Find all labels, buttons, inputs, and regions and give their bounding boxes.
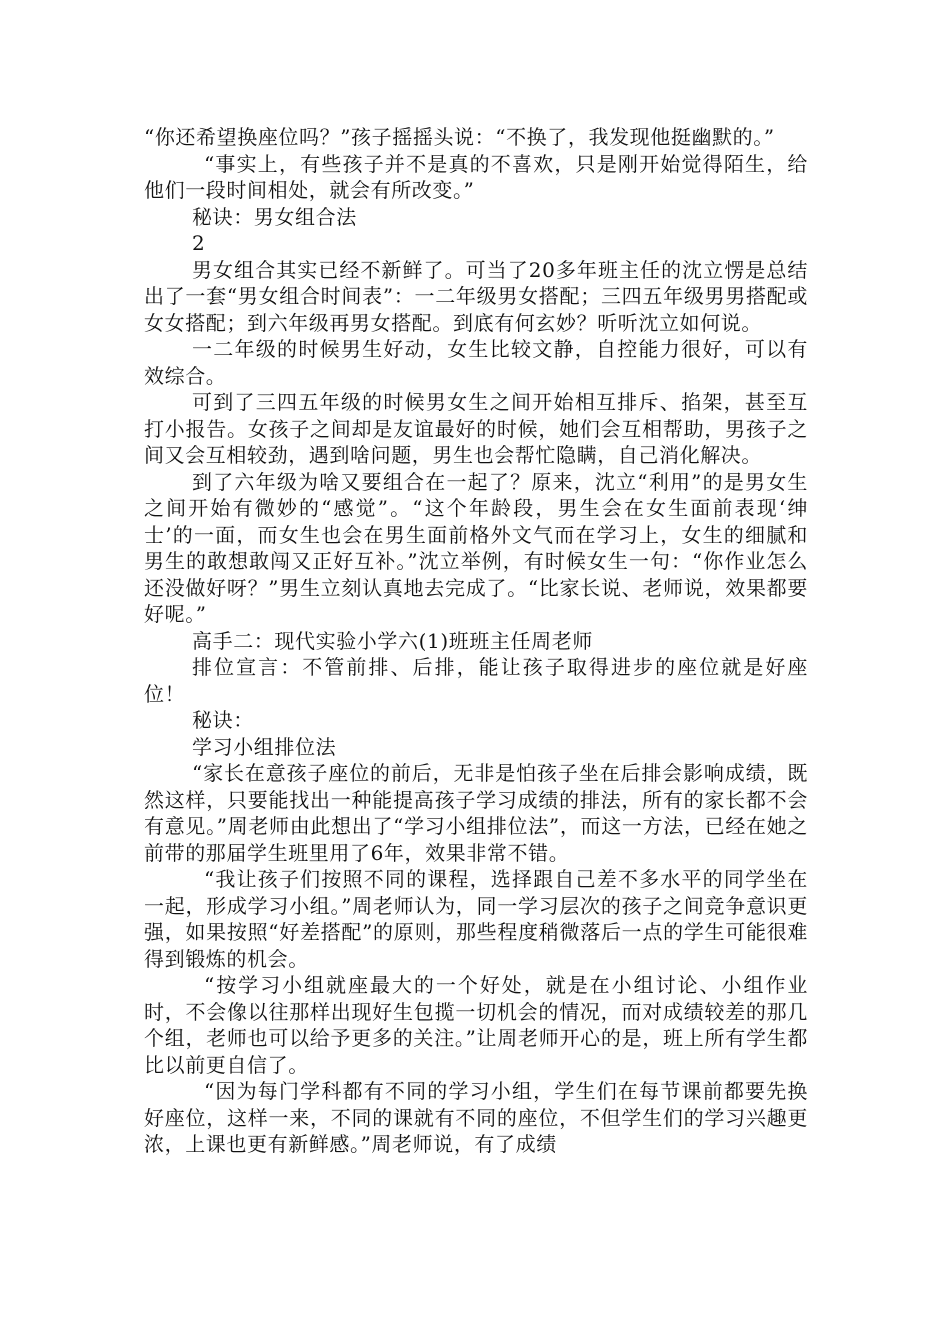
document-body: [144, 124, 808, 1158]
paragraph-7: “家长在意孩子座位的前后，无非是怕孩子坐在后排会影响成绩，既然这样，只要能找出一种能提高孩子学习成绩的排法，所有的家长都不会有意见。”周老师由此想出了“学习小组排位法”，而这一方法，已经在她之前带的那届学生班里用了6年，效果非常不错。: [144, 761, 808, 865]
page-marker: 2: [192, 231, 206, 255]
paragraph-1: “你还希望换座位吗？”孩子摇摇头说：“不换了，我发现他挺幽默的。”: [144, 125, 775, 149]
paragraph-seating-declaration: 排位宣言：不管前排、后排，能让孩子取得进步的座位就是好座位！: [144, 655, 808, 706]
section-heading-expert-two: 高手二：现代实验小学六(1)班班主任周老师: [192, 628, 593, 653]
paragraph-3: 男女组合其实已经不新鲜了。可当了20多年班主任的沈立愣是总结出了一套“男女组合时间表”：一二年级男女搭配；三四五年级男男搭配或女女搭配；到六年级再男女搭配。到底有何玄妙？听听沈立如何说。: [144, 257, 808, 335]
paragraph-8: “我让孩子们按照不同的课程，选择跟自己差不多水平的同学坐在一起，形成学习小组。”周老师认为，同一学习层次的孩子之间竞争意识更强，如果按照“好差搭配”的原则，那些程度稍微落后一点的学生可能很难得到锻炼的机会。: [144, 867, 808, 971]
paragraph-6: 到了六年级为啥又要组合在一起了？原来，沈立“利用”的是男女生之间开始有微妙的“感觉”。“这个年龄段，男生会在女生面前表现‘绅士’的一面，而女生也会在男生面前格外文气而在学习上，女生的细腻和男生的敢想敢闯又正好互补。”沈立举例，有时候女生一句：“你作业怎么还没做好呀？”男生立刻认真地去完成了。“比家长说、老师说，效果都要好呢。”: [144, 469, 808, 626]
paragraph-5: 可到了三四五年级的时候男女生之间开始相互排斥、掐架，甚至互打小报告。女孩子之间却是友谊最好的时候，她们会互相帮助，男孩子之间又会互相较劲，遇到啥问题，男生也会帮忙隐瞒，自己消化解决。: [144, 390, 808, 467]
paragraph-10: “因为每门学科都有不同的学习小组，学生们在每节课前都要先换好座位，这样一来，不同的课就有不同的座位，不但学生们的学习兴趣更浓，上课也更有新鲜感。”周老师说，有了成绩: [144, 1079, 808, 1156]
section-heading-secret: 秘诀：男女组合法: [192, 204, 357, 229]
section-heading-secret-2: 秘诀：: [192, 708, 254, 732]
paragraph-4: 一二年级的时候男生好动，女生比较文静，自控能力很好，可以有效综合。: [144, 337, 808, 388]
paragraph-2: “事实上，有些孩子并不是真的不喜欢，只是刚开始觉得陌生，给他们一段时间相处，就会有所改变。”: [144, 151, 808, 202]
paragraph-9: “按学习小组就座最大的一个好处，就是在小组讨论、小组作业时，不会像以往那样出现好生包揽一切机会的情况，而对成绩较差的那几个组，老师也可以给予更多的关注。”让周老师开心的是，班上所有学生都比以前更自信了。: [144, 973, 808, 1077]
section-heading-study-group: 学习小组排位法: [192, 734, 337, 759]
